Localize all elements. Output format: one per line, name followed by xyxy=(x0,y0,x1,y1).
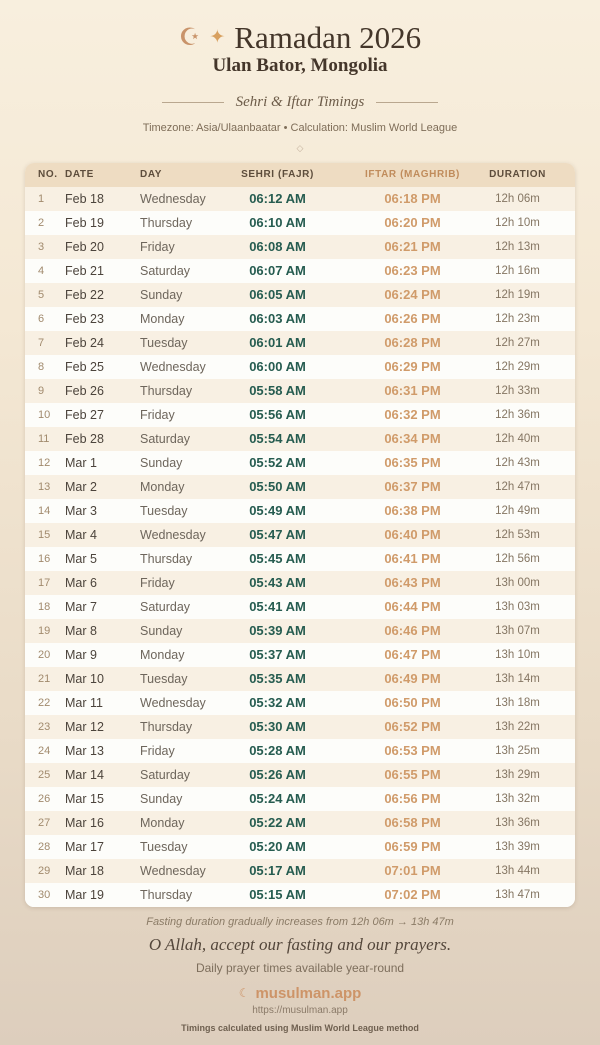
diamond-ornament-icon: ◇ xyxy=(296,142,304,153)
cell-day: Wednesday xyxy=(140,695,206,710)
cell-sehri-time: 05:26 AM xyxy=(249,767,306,783)
cell-sehri-time: 05:45 AM xyxy=(249,551,306,567)
cell-day: Friday xyxy=(140,407,175,422)
cell-sehri-time: 05:52 AM xyxy=(249,455,306,471)
cell-sehri-time: 06:10 AM xyxy=(249,215,306,231)
cell-date: Feb 28 xyxy=(65,431,104,446)
cell-iftar-time: 06:52 PM xyxy=(384,719,441,735)
cell-sehri-time: 06:05 AM xyxy=(249,287,306,303)
cell-duration: 12h 56m xyxy=(495,552,540,565)
cell-iftar-time: 06:46 PM xyxy=(384,623,441,639)
cell-row-number: 8 xyxy=(38,360,45,373)
table-row xyxy=(25,331,575,355)
cell-row-number: 24 xyxy=(38,744,51,757)
table-row xyxy=(25,667,575,691)
cell-day: Tuesday xyxy=(140,335,188,350)
table-row xyxy=(25,259,575,283)
cell-day: Friday xyxy=(140,743,175,758)
cell-date: Feb 22 xyxy=(65,287,104,302)
cell-duration: 13h 03m xyxy=(495,600,540,613)
table-row xyxy=(25,475,575,499)
cell-sehri-time: 05:50 AM xyxy=(249,479,306,495)
cell-iftar-time: 06:49 PM xyxy=(384,671,441,687)
cell-duration: 12h 49m xyxy=(495,504,540,517)
table-row xyxy=(25,235,575,259)
cell-iftar-time: 06:53 PM xyxy=(384,743,441,759)
cell-duration: 12h 19m xyxy=(495,288,540,301)
cell-row-number: 9 xyxy=(38,384,45,397)
cell-duration: 12h 53m xyxy=(495,528,540,541)
cell-iftar-time: 06:29 PM xyxy=(384,359,441,375)
cell-row-number: 3 xyxy=(38,240,45,253)
cell-row-number: 14 xyxy=(38,504,51,517)
cell-date: Feb 23 xyxy=(65,311,104,326)
cell-day: Thursday xyxy=(140,551,193,566)
cell-sehri-time: 05:30 AM xyxy=(249,719,306,735)
cell-day: Friday xyxy=(140,239,175,254)
cell-day: Thursday xyxy=(140,887,193,902)
table-row xyxy=(25,883,575,907)
cell-day: Friday xyxy=(140,575,175,590)
divider-line-left xyxy=(162,102,224,103)
cell-duration: 13h 39m xyxy=(495,840,540,853)
cell-day: Wednesday xyxy=(140,527,206,542)
table-row xyxy=(25,787,575,811)
cell-day: Tuesday xyxy=(140,839,188,854)
cell-iftar-time: 06:56 PM xyxy=(384,791,441,807)
brand-url-link[interactable]: https://musulman.app xyxy=(252,1004,348,1016)
cell-sehri-time: 05:58 AM xyxy=(249,383,306,399)
cell-date: Mar 7 xyxy=(65,599,97,614)
cell-sehri-time: 06:00 AM xyxy=(249,359,306,375)
cell-duration: 13h 18m xyxy=(495,696,540,709)
cell-sehri-time: 06:01 AM xyxy=(249,335,306,351)
table-row xyxy=(25,763,575,787)
cell-sehri-time: 05:54 AM xyxy=(249,431,306,447)
cell-day: Saturday xyxy=(140,431,191,446)
cell-sehri-time: 05:56 AM xyxy=(249,407,306,423)
cell-iftar-time: 06:40 PM xyxy=(384,527,441,543)
cell-date: Feb 18 xyxy=(65,191,104,206)
cell-row-number: 16 xyxy=(38,552,51,565)
cell-date: Feb 27 xyxy=(65,407,104,422)
cell-duration: 13h 29m xyxy=(495,768,540,781)
cell-row-number: 10 xyxy=(38,408,51,421)
cell-row-number: 19 xyxy=(38,624,51,637)
cell-row-number: 26 xyxy=(38,792,51,805)
cell-iftar-time: 06:37 PM xyxy=(384,479,441,495)
cell-date: Feb 26 xyxy=(65,383,104,398)
cell-date: Mar 3 xyxy=(65,503,97,518)
cell-sehri-time: 05:47 AM xyxy=(249,527,306,543)
cell-sehri-time: 05:37 AM xyxy=(249,647,306,663)
cell-row-number: 21 xyxy=(38,672,51,685)
divider-line-right xyxy=(376,102,438,103)
cell-day: Monday xyxy=(140,815,185,830)
column-header-date: DATE xyxy=(65,163,140,187)
cell-row-number: 23 xyxy=(38,720,51,733)
cell-day: Wednesday xyxy=(140,359,206,374)
cell-day: Sunday xyxy=(140,455,183,470)
cell-date: Mar 6 xyxy=(65,575,97,590)
cell-sehri-time: 05:43 AM xyxy=(249,575,306,591)
table-row xyxy=(25,283,575,307)
crescent-icon: ☾ xyxy=(238,986,250,1001)
cell-day: Monday xyxy=(140,311,185,326)
brand-row xyxy=(0,985,600,1002)
cell-iftar-time: 06:47 PM xyxy=(384,647,441,663)
cell-duration: 12h 06m xyxy=(495,192,540,205)
table-row xyxy=(25,211,575,235)
cell-date: Mar 1 xyxy=(65,455,97,470)
cell-day: Sunday xyxy=(140,287,183,302)
cell-iftar-time: 06:34 PM xyxy=(384,431,441,447)
page-title-row xyxy=(0,22,600,55)
fasting-duration-note: Fasting duration gradually increases from 12h 06m → 13h 47m xyxy=(146,915,454,928)
cell-sehri-time: 05:20 AM xyxy=(249,839,306,855)
cell-row-number: 15 xyxy=(38,528,51,541)
cell-sehri-time: 05:41 AM xyxy=(249,599,306,615)
cell-date: Mar 16 xyxy=(65,815,104,830)
cell-iftar-time: 06:41 PM xyxy=(384,551,441,567)
cell-sehri-time: 06:03 AM xyxy=(249,311,306,327)
cell-duration: 13h 07m xyxy=(495,624,540,637)
cell-sehri-time: 05:39 AM xyxy=(249,623,306,639)
cell-duration: 12h 29m xyxy=(495,360,540,373)
cell-duration: 13h 25m xyxy=(495,744,540,757)
sparkle-icon: ✦ xyxy=(209,27,226,49)
cell-sehri-time: 05:17 AM xyxy=(249,863,306,879)
cell-iftar-time: 06:21 PM xyxy=(384,239,441,255)
crescent-star-icon: ☪ xyxy=(178,24,201,51)
cell-day: Wednesday xyxy=(140,191,206,206)
table-row xyxy=(25,835,575,859)
page-header xyxy=(0,0,600,154)
cell-row-number: 22 xyxy=(38,696,51,709)
cell-day: Monday xyxy=(140,479,185,494)
cell-duration: 13h 47m xyxy=(495,888,540,901)
cell-row-number: 11 xyxy=(38,432,50,445)
cell-duration: 12h 43m xyxy=(495,456,540,469)
cell-row-number: 30 xyxy=(38,888,51,901)
cell-sehri-time: 06:07 AM xyxy=(249,263,306,279)
cell-date: Mar 11 xyxy=(65,695,103,710)
cell-row-number: 4 xyxy=(38,264,45,277)
cell-date: Feb 19 xyxy=(65,215,104,230)
cell-date: Feb 24 xyxy=(65,335,104,350)
cell-iftar-time: 06:58 PM xyxy=(384,815,441,831)
cell-iftar-time: 06:35 PM xyxy=(384,455,441,471)
cell-day: Monday xyxy=(140,647,185,662)
table-row xyxy=(25,691,575,715)
cell-iftar-time: 06:24 PM xyxy=(384,287,441,303)
cell-iftar-time: 06:43 PM xyxy=(384,575,441,591)
cell-sehri-time: 05:28 AM xyxy=(249,743,306,759)
table-row xyxy=(25,547,575,571)
calculation-method-note: Timings calculated using Muslim World League method xyxy=(181,1022,419,1033)
page-subtitle: Sehri & Iftar Timings xyxy=(235,93,365,110)
cell-iftar-time: 06:32 PM xyxy=(384,407,441,423)
column-header-duration: DURATION xyxy=(480,163,575,187)
cell-row-number: 28 xyxy=(38,840,51,853)
cell-row-number: 18 xyxy=(38,600,51,613)
table-header-row xyxy=(25,163,575,187)
cell-day: Wednesday xyxy=(140,863,206,878)
table-body xyxy=(25,187,575,907)
cell-date: Mar 12 xyxy=(65,719,104,734)
cell-iftar-time: 06:18 PM xyxy=(384,191,441,207)
cell-iftar-time: 06:23 PM xyxy=(384,263,441,279)
table-row xyxy=(25,811,575,835)
cell-duration: 13h 36m xyxy=(495,816,540,829)
cell-day: Thursday xyxy=(140,383,193,398)
cell-iftar-time: 06:44 PM xyxy=(384,599,441,615)
cell-iftar-time: 06:31 PM xyxy=(384,383,441,399)
cell-duration: 13h 32m xyxy=(495,792,540,805)
cell-iftar-time: 06:50 PM xyxy=(384,695,441,711)
column-header-sehri: SEHRI (FAJR) xyxy=(210,163,345,187)
cell-date: Mar 18 xyxy=(65,863,104,878)
table-row xyxy=(25,379,575,403)
cell-sehri-time: 06:08 AM xyxy=(249,239,306,255)
cell-date: Feb 21 xyxy=(65,263,104,278)
cell-date: Mar 15 xyxy=(65,791,104,806)
cell-sehri-time: 05:22 AM xyxy=(249,815,306,831)
cell-row-number: 13 xyxy=(38,480,51,493)
table-header xyxy=(25,163,575,187)
cell-day: Saturday xyxy=(140,599,191,614)
table-row xyxy=(25,595,575,619)
cell-date: Mar 4 xyxy=(65,527,97,542)
cell-sehri-time: 05:24 AM xyxy=(249,791,306,807)
table-row xyxy=(25,571,575,595)
cell-duration: 12h 16m xyxy=(495,264,540,277)
cell-duration: 13h 14m xyxy=(495,672,540,685)
column-header-no: NO. xyxy=(25,163,65,187)
table-row xyxy=(25,427,575,451)
column-header-iftar: IFTAR (MAGHRIB) xyxy=(345,163,480,187)
timings-table-card xyxy=(25,163,575,907)
cell-date: Feb 25 xyxy=(65,359,104,374)
table-row xyxy=(25,499,575,523)
cell-sehri-time: 05:35 AM xyxy=(249,671,306,687)
cell-day: Sunday xyxy=(140,623,183,638)
table-row xyxy=(25,643,575,667)
table-row xyxy=(25,739,575,763)
cell-row-number: 17 xyxy=(38,576,51,589)
cell-duration: 12h 23m xyxy=(495,312,540,325)
cell-date: Mar 19 xyxy=(65,887,104,902)
cell-duration: 12h 47m xyxy=(495,480,540,493)
cell-date: Mar 17 xyxy=(65,839,104,854)
cell-day: Tuesday xyxy=(140,503,188,518)
brand-name: musulman.app xyxy=(255,984,362,1002)
table-row xyxy=(25,403,575,427)
cell-day: Thursday xyxy=(140,719,193,734)
cell-row-number: 12 xyxy=(38,456,51,469)
cell-row-number: 25 xyxy=(38,768,51,781)
cell-duration: 12h 13m xyxy=(495,240,540,253)
cell-iftar-time: 06:20 PM xyxy=(384,215,441,231)
cell-duration: 12h 27m xyxy=(495,336,540,349)
cell-day: Thursday xyxy=(140,215,193,230)
cell-duration: 12h 10m xyxy=(495,216,540,229)
location-title: Ulan Bator, Mongolia xyxy=(212,54,388,76)
cell-date: Mar 13 xyxy=(65,743,104,758)
cell-row-number: 7 xyxy=(38,336,45,349)
table-row xyxy=(25,715,575,739)
cell-iftar-time: 06:26 PM xyxy=(384,311,441,327)
cell-duration: 13h 44m xyxy=(495,864,540,877)
cell-sehri-time: 05:15 AM xyxy=(249,887,306,903)
cell-date: Mar 5 xyxy=(65,551,97,566)
cell-duration: 12h 36m xyxy=(495,408,540,421)
cell-row-number: 2 xyxy=(38,216,45,229)
cell-date: Feb 20 xyxy=(65,239,104,254)
cell-row-number: 29 xyxy=(38,864,51,877)
cell-row-number: 1 xyxy=(38,192,45,205)
table-row xyxy=(25,523,575,547)
cell-sehri-time: 06:12 AM xyxy=(249,191,306,207)
cell-iftar-time: 07:01 PM xyxy=(384,863,441,879)
cell-duration: 13h 22m xyxy=(495,720,540,733)
cell-sehri-time: 05:49 AM xyxy=(249,503,306,519)
cell-iftar-time: 06:59 PM xyxy=(384,839,441,855)
section-divider xyxy=(0,94,600,111)
cell-duration: 12h 40m xyxy=(495,432,540,445)
table-row xyxy=(25,451,575,475)
cell-duration: 13h 00m xyxy=(495,576,540,589)
table-row xyxy=(25,619,575,643)
table-row xyxy=(25,307,575,331)
timings-table xyxy=(25,163,575,907)
dua-quote: O Allah, accept our fasting and our prayers. xyxy=(148,934,452,954)
cell-iftar-time: 06:28 PM xyxy=(384,335,441,351)
cell-date: Mar 10 xyxy=(65,671,104,686)
cell-iftar-time: 06:55 PM xyxy=(384,767,441,783)
table-row xyxy=(25,355,575,379)
cell-date: Mar 2 xyxy=(65,479,97,494)
cell-iftar-time: 06:38 PM xyxy=(384,503,441,519)
cell-day: Saturday xyxy=(140,263,191,278)
table-row xyxy=(25,187,575,211)
cell-day: Sunday xyxy=(140,791,183,806)
cell-date: Mar 14 xyxy=(65,767,104,782)
cell-row-number: 5 xyxy=(38,288,45,301)
cell-duration: 13h 10m xyxy=(495,648,540,661)
cell-duration: 12h 33m xyxy=(495,384,540,397)
cell-day: Tuesday xyxy=(140,671,188,686)
cell-iftar-time: 07:02 PM xyxy=(384,887,441,903)
cell-day: Saturday xyxy=(140,767,191,782)
cell-sehri-time: 05:32 AM xyxy=(249,695,306,711)
cell-row-number: 27 xyxy=(38,816,51,829)
table-row xyxy=(25,859,575,883)
availability-note: Daily prayer times available year-round xyxy=(195,960,405,975)
page-title: Ramadan 2026 xyxy=(234,20,422,55)
cell-row-number: 6 xyxy=(38,312,45,325)
cell-row-number: 20 xyxy=(38,648,51,661)
timezone-calculation-meta: Timezone: Asia/Ulaanbaatar • Calculation: Muslim World League xyxy=(142,121,458,134)
cell-date: Mar 8 xyxy=(65,623,97,638)
column-header-day: DAY xyxy=(140,163,210,187)
cell-date: Mar 9 xyxy=(65,647,97,662)
